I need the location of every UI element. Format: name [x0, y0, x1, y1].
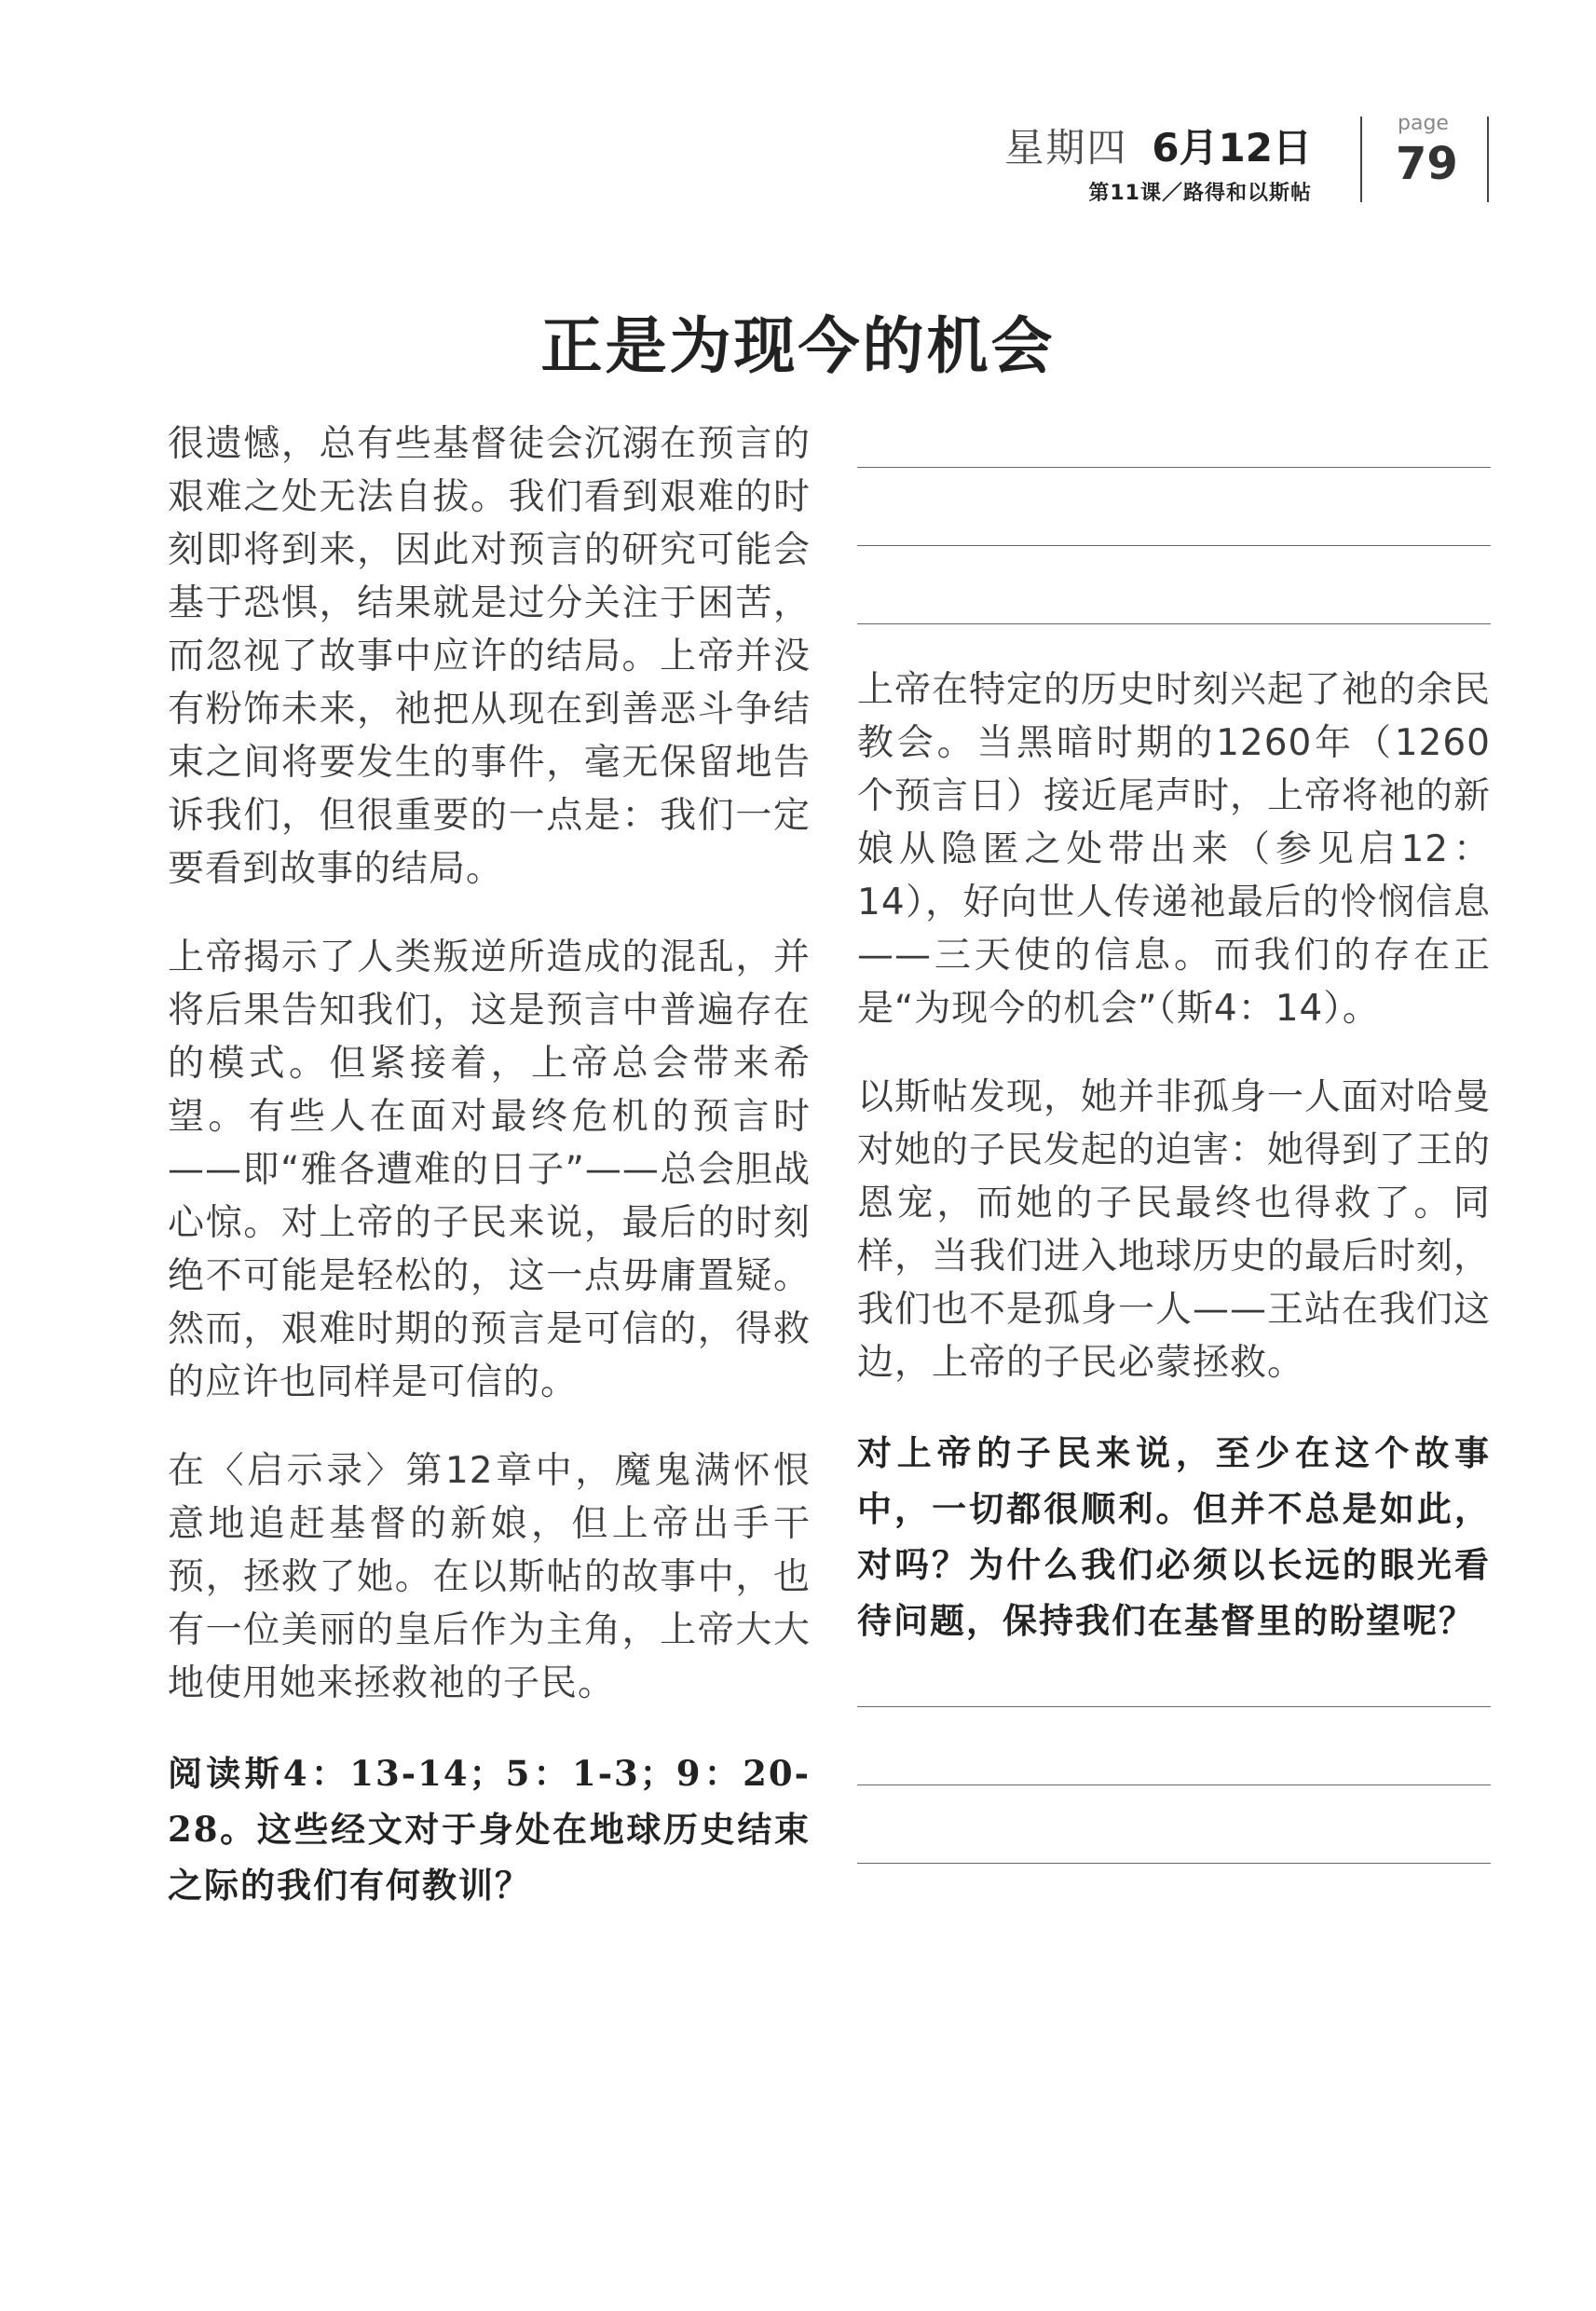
header-date-block: [1004, 117, 1312, 206]
paragraph: 上帝揭示了人类叛逆所造成的混乱，并将后果告知我们，这是预言中普遍存在的模式。但紧接着，上帝总会带来希望。有些人在面对最终危机的预言时——即“雅各遭难的日子”——总会胆战心惊。对上帝的子民来说，最后的时刻绝不可能是轻松的，这一点毋庸置疑。然而，艰难时期的预言是可信的，得救的应许也同样是可信的。: [168, 937, 811, 1403]
study-question: 阅读斯4：13-14；5：1-3；9：20-28。这些经文对于身处在地球历史结束之际的我们有何教训？: [168, 1753, 811, 1906]
answer-lines-top: [857, 417, 1491, 624]
left-column: [168, 417, 811, 1950]
header-divider-right: [1487, 116, 1489, 202]
page-number: 79: [1396, 138, 1458, 190]
header-date: 6月12日: [1152, 125, 1312, 171]
page-title: 正是为现今的机会: [540, 309, 1056, 382]
writing-line[interactable]: [857, 623, 1491, 624]
writing-line[interactable]: [857, 1706, 1491, 1707]
writing-line[interactable]: [857, 545, 1491, 546]
study-question: 对上帝的子民来说，至少在这个故事中，一切都很顺利。但并不总是如此，对吗？为什么我们必须以长远的眼光看待问题，保持我们在基督里的盼望呢？: [857, 1432, 1491, 1641]
writing-line[interactable]: [857, 467, 1491, 468]
page-header: [0, 112, 1596, 214]
page-label: page: [1398, 112, 1449, 135]
right-column: [857, 417, 1491, 1941]
answer-lines-bottom: [857, 1706, 1491, 1864]
header-lesson: 第11课／路得和以斯帖: [1088, 182, 1312, 205]
writing-line[interactable]: [857, 1863, 1491, 1864]
header-weekday: 星期四: [1004, 125, 1128, 171]
paragraph: 很遗憾，总有些基督徒会沉溺在预言的艰难之处无法自拔。我们看到艰难的时刻即将到来，因此对预言的研究可能会基于恐惧，结果就是过分关注于困苦，而忽视了故事中应许的结局。上帝并没有粉饰未来，祂把从现在到善恶斗争结束之间将要发生的事件，毫无保留地告诉我们，但很重要的一点是：我们一定要看到故事的结局。: [168, 423, 811, 890]
paragraph: 以斯帖发现，她并非孤身一人面对哈曼对她的子民发起的迫害：她得到了王的恩宠，而她的子民最终也得救了。同样，当我们进入地球历史的最后时刻，我们也不是孤身一人——王站在我们这边，上帝的子民必蒙拯救。: [857, 1076, 1492, 1384]
paragraph: 在〈启示录〉第12章中，魔鬼满怀恨意地追赶基督的新娘，但上帝出手干预，拯救了她。在以斯帖的故事中，也有一位美丽的皇后作为主角，上帝大大地使用她来拯救祂的子民。: [168, 1450, 811, 1704]
header-divider: [1360, 116, 1362, 202]
paragraph: 上帝在特定的历史时刻兴起了祂的余民教会。当黑暗时期的1260年（1260个预言日）接近尾声时，上帝将祂的新娘从隐匿之处带出来（参见启12：14），好向世人传递祂最后的怜悯信息——三天使的信息。而我们的存在正是“为现今的机会”（斯4：14）。: [857, 669, 1492, 1030]
